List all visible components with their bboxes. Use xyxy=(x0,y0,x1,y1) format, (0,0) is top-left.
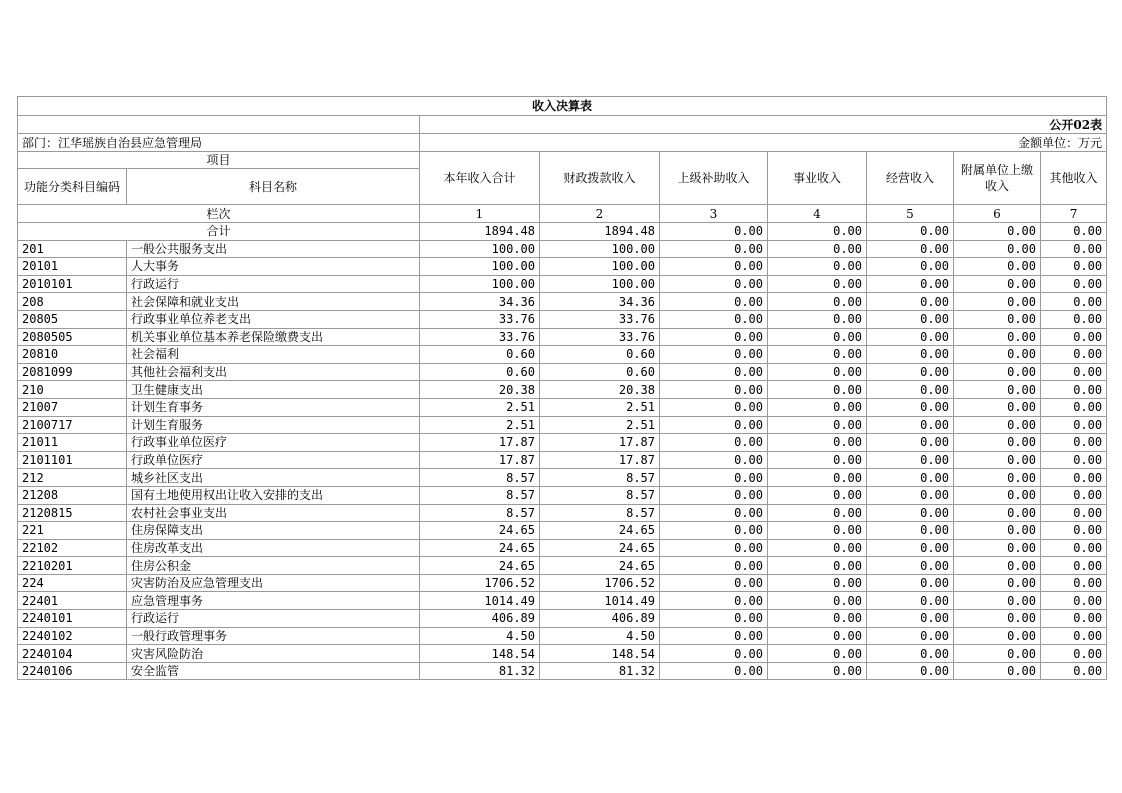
amount-cell: 0.00 xyxy=(768,627,867,645)
subject-code: 224 xyxy=(18,574,127,592)
amount-cell: 0.00 xyxy=(768,504,867,522)
amount-cell: 0.00 xyxy=(867,416,954,434)
amount-cell: 0.00 xyxy=(1041,328,1107,346)
subject-name: 国有土地使用权出让收入安排的支出 xyxy=(127,486,420,504)
department-label: 部门：江华瑶族自治县应急管理局 xyxy=(18,134,420,152)
amount-cell: 0.00 xyxy=(954,451,1041,469)
amount-cell: 0.00 xyxy=(768,346,867,364)
subject-code: 210 xyxy=(18,381,127,399)
amount-unit-label: 金额单位：万元 xyxy=(420,134,1107,152)
form-number: 公开02表 xyxy=(420,116,1107,134)
amount-cell: 4.50 xyxy=(420,627,540,645)
amount-cell: 0.00 xyxy=(1041,381,1107,399)
amount-cell: 0.00 xyxy=(768,574,867,592)
amount-cell: 0.00 xyxy=(867,398,954,416)
subject-code: 221 xyxy=(18,522,127,540)
amount-cell: 100.00 xyxy=(540,275,660,293)
amount-cell: 0.60 xyxy=(420,363,540,381)
header-operating-income: 经营收入 xyxy=(867,152,954,205)
table-body xyxy=(18,97,1107,680)
amount-cell: 0.00 xyxy=(867,610,954,628)
table-row xyxy=(18,328,1107,346)
amount-cell: 0.00 xyxy=(954,398,1041,416)
amount-cell: 0.00 xyxy=(660,469,768,487)
amount-cell: 0.00 xyxy=(768,381,867,399)
amount-cell: 0.00 xyxy=(768,469,867,487)
column-index-2: 2 xyxy=(540,205,660,223)
amount-cell: 81.32 xyxy=(540,662,660,680)
amount-cell: 0.00 xyxy=(954,504,1041,522)
amount-cell: 0.00 xyxy=(1041,592,1107,610)
header-function-code: 功能分类科目编码 xyxy=(18,169,127,205)
amount-cell: 8.57 xyxy=(540,469,660,487)
amount-cell: 0.00 xyxy=(1041,275,1107,293)
amount-cell: 0.00 xyxy=(867,522,954,540)
table-row xyxy=(18,504,1107,522)
amount-cell: 24.65 xyxy=(420,522,540,540)
amount-cell: 0.00 xyxy=(660,522,768,540)
amount-cell: 0.00 xyxy=(867,662,954,680)
amount-cell: 0.00 xyxy=(768,328,867,346)
subject-code: 21007 xyxy=(18,398,127,416)
amount-cell: 17.87 xyxy=(540,434,660,452)
column-index-5: 5 xyxy=(867,205,954,223)
subject-name: 卫生健康支出 xyxy=(127,381,420,399)
amount-cell: 0.00 xyxy=(660,310,768,328)
amount-cell: 0.00 xyxy=(1041,504,1107,522)
table-row xyxy=(18,240,1107,258)
amount-cell: 0.00 xyxy=(954,363,1041,381)
amount-cell: 1706.52 xyxy=(540,574,660,592)
amount-cell: 0.00 xyxy=(768,275,867,293)
amount-cell: 100.00 xyxy=(420,275,540,293)
amount-cell: 33.76 xyxy=(540,310,660,328)
amount-cell: 0.00 xyxy=(954,610,1041,628)
amount-cell: 0.00 xyxy=(768,539,867,557)
total-value: 1894.48 xyxy=(540,223,660,241)
amount-cell: 0.00 xyxy=(1041,293,1107,311)
amount-cell: 0.00 xyxy=(954,539,1041,557)
table-row xyxy=(18,486,1107,504)
table-row xyxy=(18,346,1107,364)
amount-cell: 0.00 xyxy=(768,610,867,628)
header-fiscal-appropriation: 财政拨款收入 xyxy=(540,152,660,205)
subject-code: 20805 xyxy=(18,310,127,328)
subject-name: 社会福利 xyxy=(127,346,420,364)
amount-cell: 33.76 xyxy=(420,328,540,346)
table-row xyxy=(18,592,1107,610)
amount-cell: 2.51 xyxy=(420,416,540,434)
amount-cell: 8.57 xyxy=(540,486,660,504)
amount-cell: 148.54 xyxy=(540,645,660,663)
table-row xyxy=(18,662,1107,680)
amount-cell: 0.00 xyxy=(954,486,1041,504)
column-index-4: 4 xyxy=(768,205,867,223)
amount-cell: 0.00 xyxy=(867,451,954,469)
amount-cell: 0.00 xyxy=(768,522,867,540)
amount-cell: 0.00 xyxy=(660,627,768,645)
subject-name: 行政运行 xyxy=(127,275,420,293)
amount-cell: 0.00 xyxy=(867,258,954,276)
total-value: 0.00 xyxy=(954,223,1041,241)
header-business-income: 事业收入 xyxy=(768,152,867,205)
subject-name: 机关事业单位基本养老保险缴费支出 xyxy=(127,328,420,346)
amount-cell: 0.00 xyxy=(867,645,954,663)
amount-cell: 0.00 xyxy=(768,486,867,504)
total-value: 0.00 xyxy=(1041,223,1107,241)
subject-name: 社会保障和就业支出 xyxy=(127,293,420,311)
amount-cell: 0.00 xyxy=(1041,310,1107,328)
amount-cell: 0.00 xyxy=(660,416,768,434)
amount-cell: 0.00 xyxy=(1041,486,1107,504)
subject-code: 212 xyxy=(18,469,127,487)
amount-cell: 0.00 xyxy=(954,522,1041,540)
subject-code: 22102 xyxy=(18,539,127,557)
table-title: 收入决算表 xyxy=(18,97,1107,116)
amount-cell: 0.00 xyxy=(660,662,768,680)
table-row xyxy=(18,363,1107,381)
amount-cell: 0.00 xyxy=(1041,398,1107,416)
amount-cell: 24.65 xyxy=(420,557,540,575)
amount-cell: 0.00 xyxy=(660,504,768,522)
subject-name: 应急管理事务 xyxy=(127,592,420,610)
amount-cell: 0.00 xyxy=(867,363,954,381)
amount-cell: 0.00 xyxy=(867,328,954,346)
table-row xyxy=(18,434,1107,452)
subject-code: 21208 xyxy=(18,486,127,504)
amount-cell: 0.00 xyxy=(954,310,1041,328)
subject-code: 2240106 xyxy=(18,662,127,680)
subject-name: 计划生育服务 xyxy=(127,416,420,434)
total-value: 0.00 xyxy=(768,223,867,241)
amount-cell: 17.87 xyxy=(420,434,540,452)
subject-name: 灾害防治及应急管理支出 xyxy=(127,574,420,592)
subject-name: 一般行政管理事务 xyxy=(127,627,420,645)
amount-cell: 0.00 xyxy=(954,381,1041,399)
subject-code: 2080505 xyxy=(18,328,127,346)
amount-cell: 24.65 xyxy=(420,539,540,557)
amount-cell: 0.00 xyxy=(660,363,768,381)
header-upper-subsidy: 上级补助收入 xyxy=(660,152,768,205)
table-row xyxy=(18,293,1107,311)
amount-cell: 0.00 xyxy=(1041,451,1107,469)
amount-cell: 0.00 xyxy=(660,398,768,416)
column-index-label: 栏次 xyxy=(18,205,420,223)
amount-cell: 0.00 xyxy=(1041,363,1107,381)
subject-name: 人大事务 xyxy=(127,258,420,276)
amount-cell: 0.00 xyxy=(1041,645,1107,663)
amount-cell: 0.00 xyxy=(1041,539,1107,557)
amount-cell: 0.00 xyxy=(867,346,954,364)
amount-cell: 148.54 xyxy=(420,645,540,663)
subject-name: 行政事业单位医疗 xyxy=(127,434,420,452)
table-row xyxy=(18,310,1107,328)
total-value: 0.00 xyxy=(660,223,768,241)
amount-cell: 0.60 xyxy=(420,346,540,364)
amount-cell: 0.00 xyxy=(867,486,954,504)
subject-code: 2240101 xyxy=(18,610,127,628)
table-row xyxy=(18,381,1107,399)
subject-name: 城乡社区支出 xyxy=(127,469,420,487)
table-row xyxy=(18,539,1107,557)
amount-cell: 0.00 xyxy=(867,504,954,522)
amount-cell: 24.65 xyxy=(540,539,660,557)
amount-cell: 406.89 xyxy=(420,610,540,628)
amount-cell: 0.00 xyxy=(768,363,867,381)
income-final-accounts-table xyxy=(17,96,1107,680)
amount-cell: 0.00 xyxy=(1041,434,1107,452)
amount-cell: 0.00 xyxy=(867,469,954,487)
amount-cell: 0.00 xyxy=(1041,627,1107,645)
subject-code: 2240102 xyxy=(18,627,127,645)
amount-cell: 20.38 xyxy=(420,381,540,399)
amount-cell: 0.00 xyxy=(1041,662,1107,680)
subject-code: 208 xyxy=(18,293,127,311)
amount-cell: 0.00 xyxy=(660,293,768,311)
amount-cell: 0.00 xyxy=(1041,610,1107,628)
amount-cell: 33.76 xyxy=(420,310,540,328)
amount-cell: 0.00 xyxy=(954,627,1041,645)
amount-cell: 0.00 xyxy=(954,258,1041,276)
amount-cell: 0.00 xyxy=(867,592,954,610)
amount-cell: 0.00 xyxy=(954,574,1041,592)
amount-cell: 0.00 xyxy=(768,310,867,328)
amount-cell: 0.60 xyxy=(540,346,660,364)
amount-cell: 1014.49 xyxy=(420,592,540,610)
subject-code: 2010101 xyxy=(18,275,127,293)
subject-name: 计划生育事务 xyxy=(127,398,420,416)
table-row xyxy=(18,522,1107,540)
amount-cell: 0.00 xyxy=(867,557,954,575)
amount-cell: 0.00 xyxy=(660,275,768,293)
amount-cell: 0.00 xyxy=(768,662,867,680)
amount-cell: 0.00 xyxy=(660,328,768,346)
amount-cell: 4.50 xyxy=(540,627,660,645)
amount-cell: 0.00 xyxy=(954,592,1041,610)
amount-cell: 0.00 xyxy=(954,293,1041,311)
amount-cell: 0.00 xyxy=(867,275,954,293)
subject-name: 农村社会事业支出 xyxy=(127,504,420,522)
subject-name: 行政单位医疗 xyxy=(127,451,420,469)
amount-cell: 0.00 xyxy=(954,275,1041,293)
amount-cell: 0.00 xyxy=(1041,258,1107,276)
amount-cell: 17.87 xyxy=(540,451,660,469)
subject-code: 2101101 xyxy=(18,451,127,469)
header-total-income: 本年收入合计 xyxy=(420,152,540,205)
amount-cell: 0.00 xyxy=(954,645,1041,663)
amount-cell: 0.00 xyxy=(660,240,768,258)
table-row xyxy=(18,275,1107,293)
header-affiliated-income: 附属单位上缴收入 xyxy=(954,152,1041,205)
amount-cell: 0.00 xyxy=(867,381,954,399)
amount-cell: 0.00 xyxy=(768,557,867,575)
amount-cell: 0.00 xyxy=(867,574,954,592)
amount-cell: 100.00 xyxy=(420,258,540,276)
amount-cell: 0.00 xyxy=(660,557,768,575)
amount-cell: 0.00 xyxy=(867,293,954,311)
amount-cell: 0.00 xyxy=(660,574,768,592)
amount-cell: 0.00 xyxy=(954,434,1041,452)
amount-cell: 34.36 xyxy=(540,293,660,311)
subject-name: 行政事业单位养老支出 xyxy=(127,310,420,328)
subject-code: 2240104 xyxy=(18,645,127,663)
table-row xyxy=(18,398,1107,416)
amount-cell: 8.57 xyxy=(420,504,540,522)
amount-cell: 0.00 xyxy=(867,434,954,452)
amount-cell: 0.00 xyxy=(660,434,768,452)
amount-cell: 0.00 xyxy=(768,434,867,452)
column-index-7: 7 xyxy=(1041,205,1107,223)
amount-cell: 1014.49 xyxy=(540,592,660,610)
amount-cell: 8.57 xyxy=(540,504,660,522)
amount-cell: 8.57 xyxy=(420,486,540,504)
subject-code: 2120815 xyxy=(18,504,127,522)
header-item: 项目 xyxy=(18,152,420,169)
amount-cell: 0.00 xyxy=(954,240,1041,258)
subject-name: 住房公积金 xyxy=(127,557,420,575)
amount-cell: 2.51 xyxy=(420,398,540,416)
subject-name: 其他社会福利支出 xyxy=(127,363,420,381)
amount-cell: 8.57 xyxy=(420,469,540,487)
amount-cell: 17.87 xyxy=(420,451,540,469)
amount-cell: 0.00 xyxy=(660,610,768,628)
amount-cell: 100.00 xyxy=(420,240,540,258)
amount-cell: 34.36 xyxy=(420,293,540,311)
amount-cell: 0.00 xyxy=(768,240,867,258)
amount-cell: 0.00 xyxy=(768,293,867,311)
amount-cell: 24.65 xyxy=(540,557,660,575)
amount-cell: 0.00 xyxy=(1041,469,1107,487)
amount-cell: 0.00 xyxy=(954,346,1041,364)
table-row xyxy=(18,645,1107,663)
table-row xyxy=(18,610,1107,628)
amount-cell: 0.00 xyxy=(660,486,768,504)
table-row xyxy=(18,451,1107,469)
amount-cell: 0.00 xyxy=(1041,522,1107,540)
subject-code: 22401 xyxy=(18,592,127,610)
amount-cell: 81.32 xyxy=(420,662,540,680)
amount-cell: 0.00 xyxy=(768,592,867,610)
amount-cell: 0.00 xyxy=(867,539,954,557)
amount-cell: 2.51 xyxy=(540,416,660,434)
amount-cell: 0.00 xyxy=(660,258,768,276)
table-row xyxy=(18,258,1107,276)
amount-cell: 0.00 xyxy=(1041,574,1107,592)
amount-cell: 0.00 xyxy=(660,645,768,663)
amount-cell: 0.00 xyxy=(660,381,768,399)
column-index-3: 3 xyxy=(660,205,768,223)
amount-cell: 0.00 xyxy=(954,557,1041,575)
amount-cell: 0.00 xyxy=(660,592,768,610)
subject-code: 2081099 xyxy=(18,363,127,381)
table-row xyxy=(18,557,1107,575)
amount-cell: 0.00 xyxy=(660,346,768,364)
amount-cell: 1706.52 xyxy=(420,574,540,592)
amount-cell: 0.00 xyxy=(768,398,867,416)
column-index-1: 1 xyxy=(420,205,540,223)
subject-code: 201 xyxy=(18,240,127,258)
subject-code: 20810 xyxy=(18,346,127,364)
subject-code: 2210201 xyxy=(18,557,127,575)
amount-cell: 0.00 xyxy=(867,240,954,258)
amount-cell: 0.00 xyxy=(867,627,954,645)
subject-name: 一般公共服务支出 xyxy=(127,240,420,258)
blank-cell xyxy=(18,116,420,134)
subject-code: 20101 xyxy=(18,258,127,276)
amount-cell: 0.00 xyxy=(1041,346,1107,364)
amount-cell: 0.00 xyxy=(660,451,768,469)
amount-cell: 0.00 xyxy=(954,469,1041,487)
column-index-6: 6 xyxy=(954,205,1041,223)
amount-cell: 0.00 xyxy=(768,258,867,276)
total-value: 0.00 xyxy=(867,223,954,241)
amount-cell: 24.65 xyxy=(540,522,660,540)
amount-cell: 33.76 xyxy=(540,328,660,346)
table-row xyxy=(18,469,1107,487)
amount-cell: 0.00 xyxy=(954,662,1041,680)
subject-name: 住房改革支出 xyxy=(127,539,420,557)
header-other-income: 其他收入 xyxy=(1041,152,1107,205)
amount-cell: 0.00 xyxy=(1041,240,1107,258)
amount-cell: 0.60 xyxy=(540,363,660,381)
amount-cell: 20.38 xyxy=(540,381,660,399)
amount-cell: 0.00 xyxy=(1041,416,1107,434)
amount-cell: 2.51 xyxy=(540,398,660,416)
amount-cell: 100.00 xyxy=(540,240,660,258)
amount-cell: 0.00 xyxy=(768,645,867,663)
amount-cell: 0.00 xyxy=(660,539,768,557)
amount-cell: 406.89 xyxy=(540,610,660,628)
amount-cell: 0.00 xyxy=(954,328,1041,346)
table-row xyxy=(18,416,1107,434)
total-row xyxy=(18,223,1107,241)
subject-code: 21011 xyxy=(18,434,127,452)
header-subject-name: 科目名称 xyxy=(127,169,420,205)
amount-cell: 100.00 xyxy=(540,258,660,276)
subject-name: 安全监管 xyxy=(127,662,420,680)
total-label: 合计 xyxy=(18,223,420,241)
amount-cell: 0.00 xyxy=(768,451,867,469)
table-row xyxy=(18,574,1107,592)
table-row xyxy=(18,627,1107,645)
amount-cell: 0.00 xyxy=(867,310,954,328)
total-value: 1894.48 xyxy=(420,223,540,241)
subject-name: 住房保障支出 xyxy=(127,522,420,540)
amount-cell: 0.00 xyxy=(1041,557,1107,575)
subject-name: 行政运行 xyxy=(127,610,420,628)
amount-cell: 0.00 xyxy=(768,416,867,434)
subject-name: 灾害风险防治 xyxy=(127,645,420,663)
amount-cell: 0.00 xyxy=(954,416,1041,434)
subject-code: 2100717 xyxy=(18,416,127,434)
